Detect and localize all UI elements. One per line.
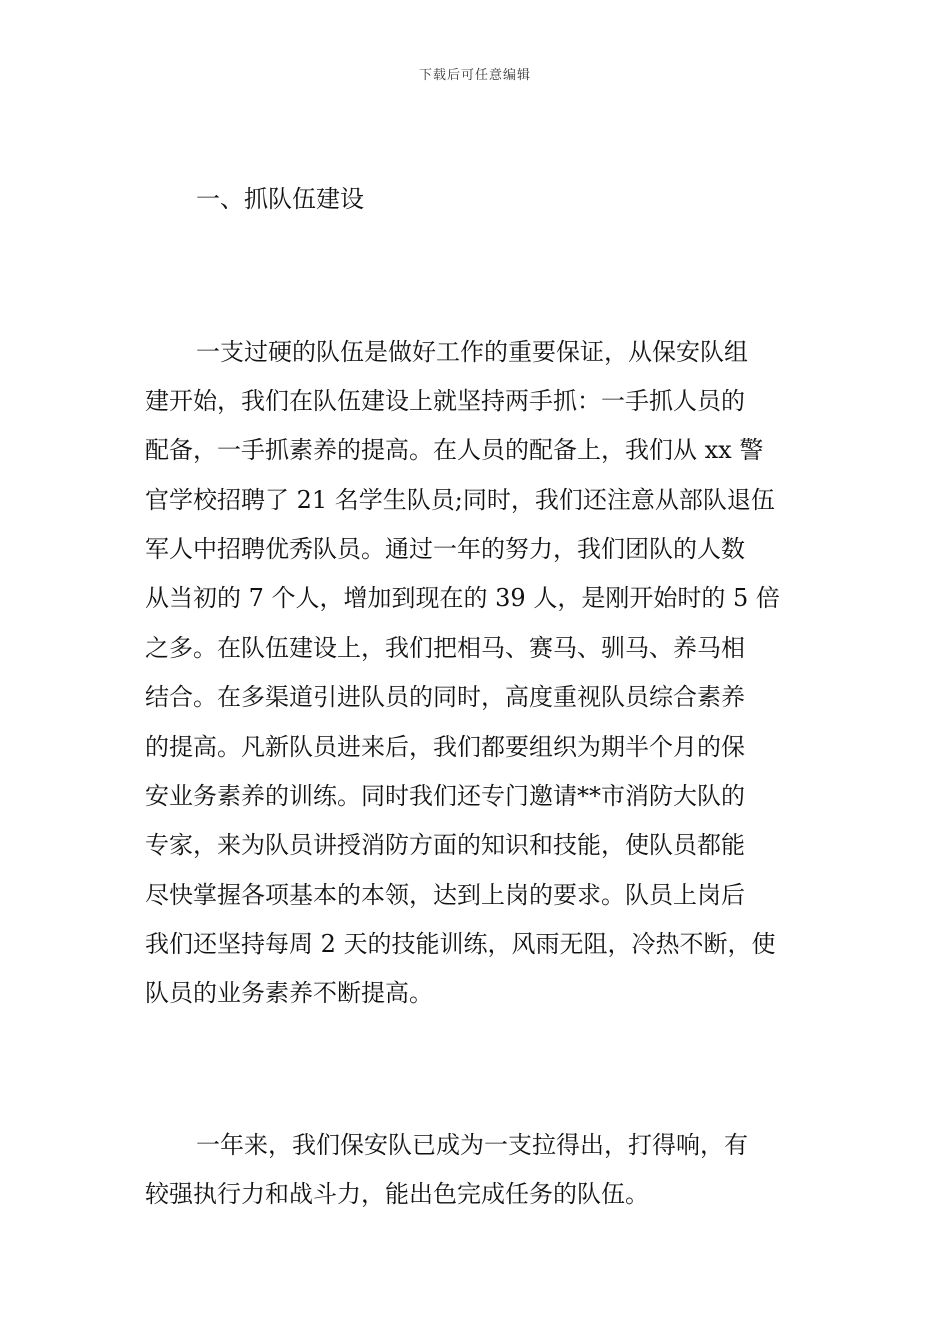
section-heading: 一、抓队伍建设 xyxy=(196,185,364,213)
paragraph-line: 安业务素养的训练。同时我们还专门邀请**市消防大队的 xyxy=(145,782,745,810)
paragraph-line: 一年来，我们保安队已成为一支拉得出，打得响，有 xyxy=(196,1131,748,1159)
paragraph-line: 配备，一手抓素养的提高。在人员的配备上，我们从 xx 警 xyxy=(145,436,764,464)
paragraph-line: 官学校招聘了 21 名学生队员;同时，我们还注意从部队退伍 xyxy=(145,486,775,514)
paragraph-line: 结合。在多渠道引进队员的同时，高度重视队员综合素养 xyxy=(145,683,745,711)
paragraph-line: 较强执行力和战斗力，能出色完成任务的队伍。 xyxy=(145,1180,649,1208)
paragraph-line: 我们还坚持每周 2 天的技能训练，风雨无阻，冷热不断，使 xyxy=(145,930,776,958)
paragraph-line: 一支过硬的队伍是做好工作的重要保证，从保安队组 xyxy=(196,338,748,366)
paragraph-line: 尽快掌握各项基本的本领，达到上岗的要求。队员上岗后 xyxy=(145,881,745,909)
paragraph-line: 从当初的 7 个人，增加到现在的 39 人，是刚开始时的 5 倍 xyxy=(145,584,780,612)
paragraph-line: 之多。在队伍建设上，我们把相马、赛马、驯马、养马相 xyxy=(145,634,745,662)
paragraph-line: 队员的业务素养不断提高。 xyxy=(145,979,433,1007)
paragraph-line: 专家，来为队员讲授消防方面的知识和技能，使队员都能 xyxy=(145,831,745,859)
paragraph-line: 的提高。凡新队员进来后，我们都要组织为期半个月的保 xyxy=(145,733,745,761)
page-header-note: 下载后可任意编辑 xyxy=(418,68,531,83)
paragraph-line: 建开始，我们在队伍建设上就坚持两手抓：一手抓人员的 xyxy=(145,387,745,415)
paragraph-line: 军人中招聘优秀队员。通过一年的努力，我们团队的人数 xyxy=(145,535,745,563)
